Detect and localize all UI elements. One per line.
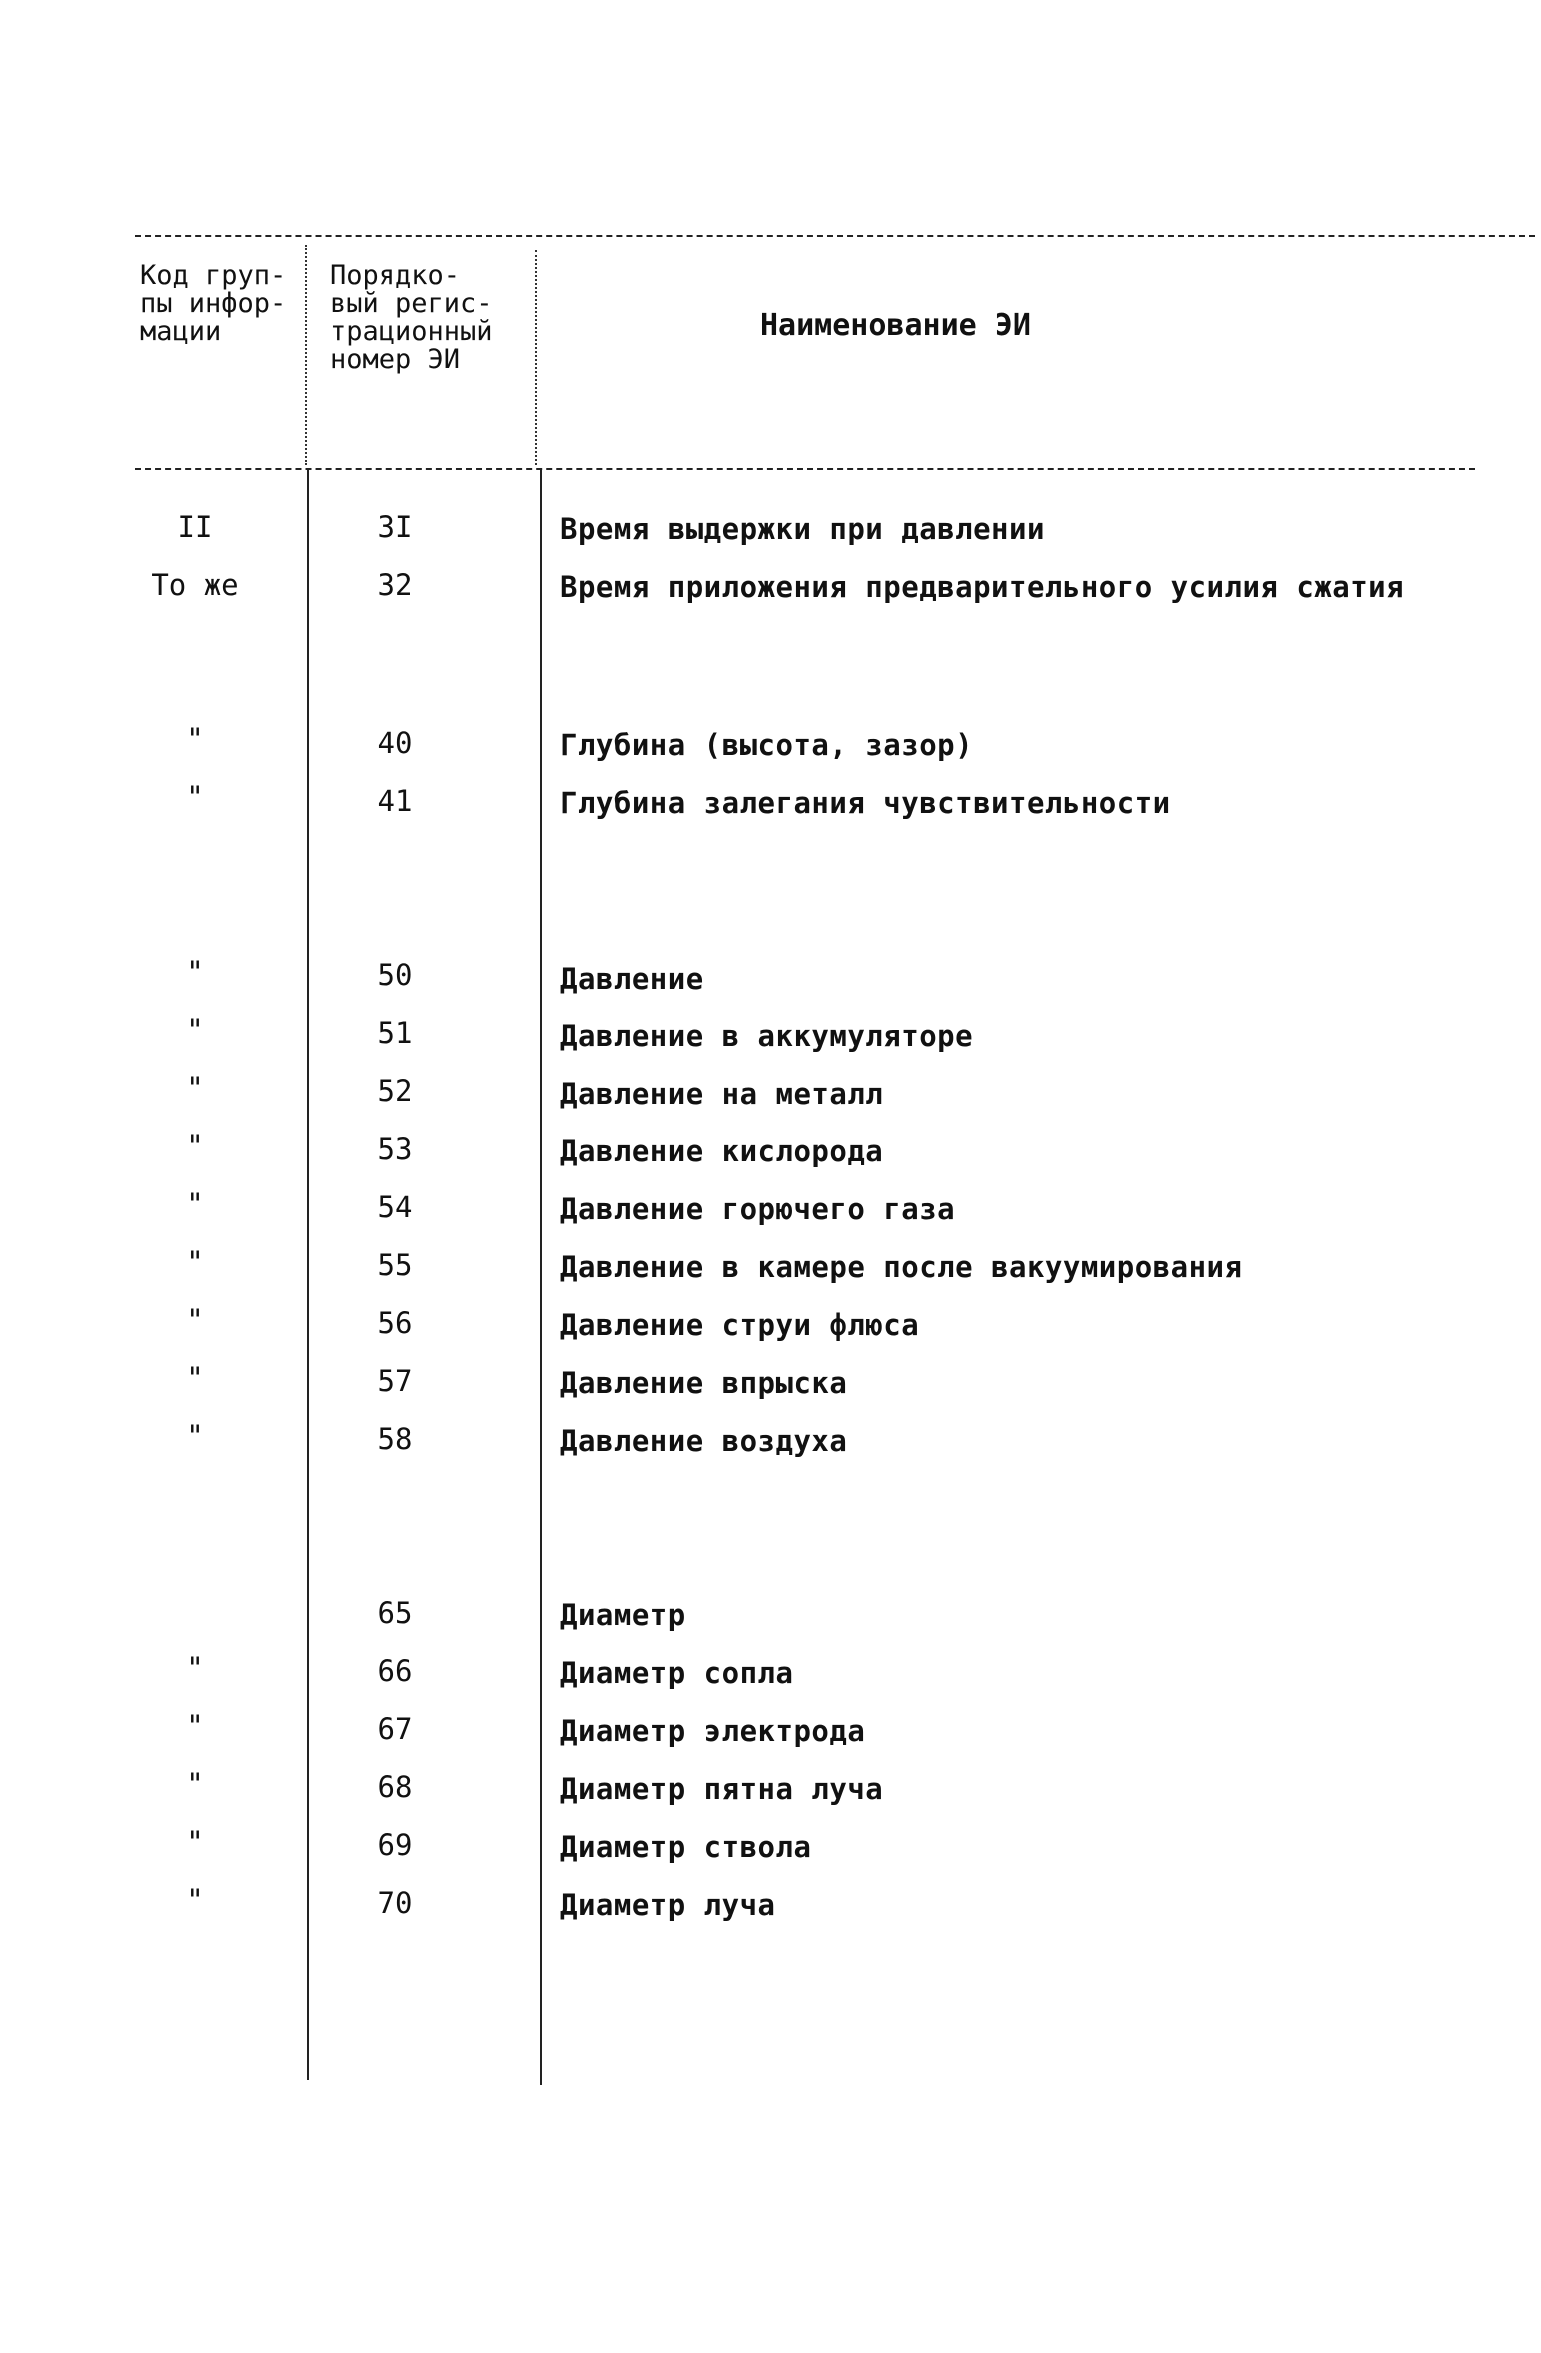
row-number: 50 (377, 958, 413, 992)
row-code: " (186, 1071, 204, 1105)
row-name: Время приложения предварительного усилия сжатия (560, 570, 1405, 604)
row-number: 51 (377, 1016, 413, 1050)
row-name: Давление на металл (560, 1077, 884, 1111)
row-code: " (186, 955, 204, 989)
column-divider-2-header (535, 250, 537, 465)
row-number: 66 (377, 1654, 413, 1688)
header-element-name: Наименование ЭИ (760, 308, 1031, 343)
row-code: " (186, 1419, 204, 1453)
row-name: Диаметр пятна луча (560, 1772, 884, 1806)
column-divider-2 (540, 470, 542, 2085)
row-name: Давление струи флюса (560, 1308, 920, 1342)
header-registration-number: Порядко- вый регис- трационный номер ЭИ (330, 260, 493, 375)
table-top-rule (135, 235, 1535, 237)
row-code: " (186, 1187, 204, 1221)
row-code: " (186, 1245, 204, 1279)
row-number: 69 (377, 1828, 413, 1862)
row-name: Диаметр (560, 1598, 686, 1632)
row-number: 56 (377, 1306, 413, 1340)
row-number: 41 (377, 784, 413, 818)
row-number: 40 (377, 726, 413, 760)
row-code: " (186, 1651, 204, 1685)
row-code: " (186, 1129, 204, 1163)
row-name: Диаметр сопла (560, 1656, 794, 1690)
row-name: Диаметр ствола (560, 1830, 812, 1864)
row-number: 70 (377, 1886, 413, 1920)
row-code: " (186, 1767, 204, 1801)
row-number: 67 (377, 1712, 413, 1746)
row-code: " (186, 1361, 204, 1395)
row-name: Глубина (высота, зазор) (560, 728, 974, 762)
row-code: II (177, 510, 213, 544)
row-number: 32 (377, 568, 413, 602)
row-code: То же (151, 568, 239, 602)
header-code-of-group: Код груп- пы инфор- мации (140, 260, 287, 347)
row-code: " (186, 1883, 204, 1917)
row-code: " (186, 722, 204, 756)
row-number: 55 (377, 1248, 413, 1282)
header-bottom-rule (135, 468, 1475, 470)
row-name: Давление горючего газа (560, 1192, 956, 1226)
row-number: 52 (377, 1074, 413, 1108)
row-name: Диаметр луча (560, 1888, 776, 1922)
column-divider-1-header (305, 245, 307, 465)
row-name: Диаметр электрода (560, 1714, 866, 1748)
row-name: Давление в камере после вакуумирования (560, 1250, 1243, 1284)
row-name: Время выдержки при давлении (560, 512, 1045, 546)
column-divider-1 (307, 470, 309, 2080)
row-code: " (186, 1709, 204, 1743)
row-name: Давление воздуха (560, 1424, 848, 1458)
row-number: 58 (377, 1422, 413, 1456)
row-number: 54 (377, 1190, 413, 1224)
row-name: Давление (560, 962, 704, 996)
row-code: " (186, 1825, 204, 1859)
row-name: Давление в аккумуляторе (560, 1019, 974, 1053)
row-number: 53 (377, 1132, 413, 1166)
row-number: 68 (377, 1770, 413, 1804)
row-name: Давление впрыска (560, 1366, 848, 1400)
row-number: 65 (377, 1596, 413, 1630)
row-number: 3I (377, 510, 413, 544)
row-code: " (186, 1303, 204, 1337)
row-name: Глубина залегания чувствительности (560, 786, 1171, 820)
row-code: " (186, 1013, 204, 1047)
row-code: " (186, 780, 204, 814)
row-number: 57 (377, 1364, 413, 1398)
row-name: Давление кислорода (560, 1134, 884, 1168)
